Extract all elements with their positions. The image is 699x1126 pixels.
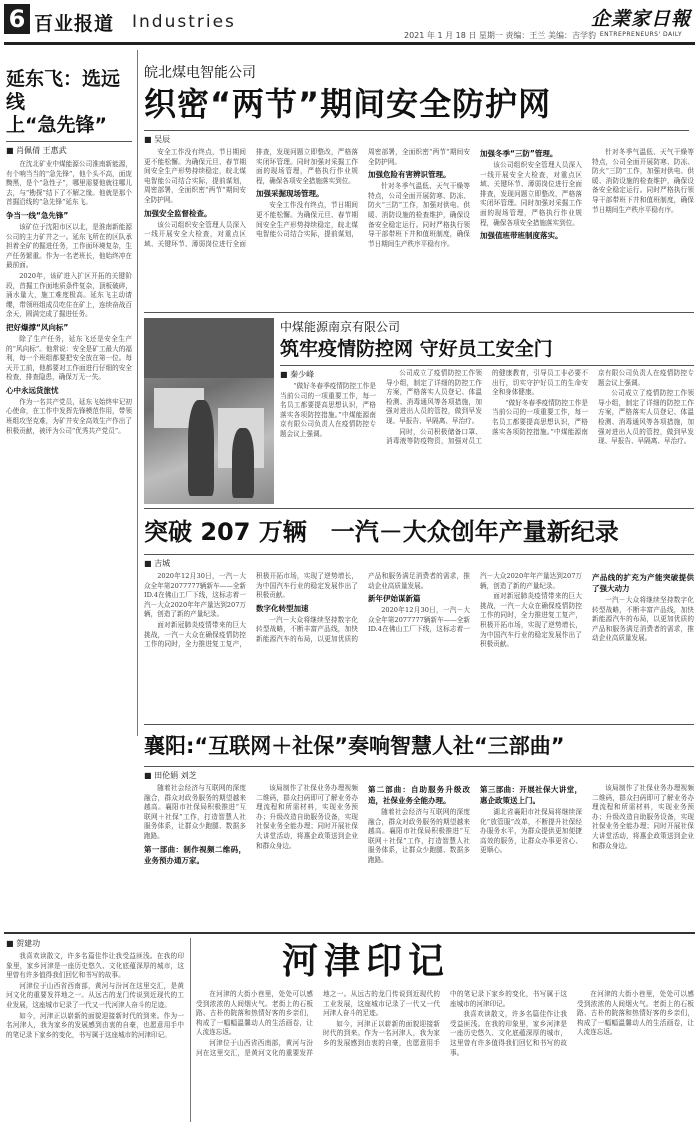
section-title-en: Industries [132, 12, 236, 32]
logo-en: ENTREPRENEURS' DAILY [599, 31, 683, 38]
article-5-paragraph: 在河津的大街小巷里，处处可以感受到浓浓的人间烟火气。老街上的石板路、古朴的院落和热情好客的乡亲们，构成了一幅幅温馨动人的生活画卷，让人流连忘返。 [196, 990, 313, 1037]
left-paragraph: 2020年，该矿进入扩区开拓的关键阶段，首掘工作面地质条件复杂，顶板破碎，涌水量大，施工难度极高。延东飞主动请缨，带领班组成员吃住在矿上，连续奋战百余天，圆满完成了掘进任务。 [6, 271, 132, 319]
article-4-subhead-3: 第三部曲：开展社保大讲堂，惠企政策送上门。 [480, 785, 582, 805]
article-1-paragraph: 该公司组织安全管理人员深入一线开展安全大检查，对重点区域、关键环节、薄弱岗位进行全面排查，发现问题立即整改，严格落实闭环管理。同时加强对采掘工作面的现场管理，严格执行作业规程，确保各项安全措施落实到位。 [480, 161, 582, 227]
article-5-paragraph: 在河津的大街小巷里，处处可以感受到浓浓的人间烟火气。老街上的石板路、古朴的院落和热情好客的乡亲们，构成了一幅幅温馨动人的生活画卷，让人流连忘返。 [577, 990, 694, 1037]
article-2 [280, 318, 694, 504]
article-4-rule [144, 766, 694, 767]
left-paragraph: 在沈北矿业中煤能源公司淮南新能源，有个响当当的“急先锋”，他个头不高，面庞黝黑，是个“急性子”，哪里需要他就往哪儿去，与“勘探”结下了不解之缘。他就是那个首掘沿线的“急先锋”延东飞。 [6, 160, 132, 207]
article-4-body [144, 784, 694, 924]
left-paragraph: 该矿位于沈阳市区以北，是淮南新能源公司的主力矿井之一。延东飞所在的区队承担着全矿的掘进任务，工作面环境复杂，生产任务繁重。作为一名老班长，他始终冲在最前面。 [6, 222, 132, 270]
article-1-rule [144, 130, 689, 131]
article-2-byline: ■ 秦少峰 [280, 370, 315, 379]
article-2-bottom-rule [144, 508, 694, 509]
article-3-paragraph: 2020年12月30日，一汽－大众全年第2077777辆新车——全新ID.4在佛山工厂下线，这标志着一汽－大众2020年年产量达到207万辆，创造了新的产量纪录。 [144, 572, 246, 619]
article-1-paragraph: 针对冬季气温低、天气干燥等特点，公司全面开展防寒、防冻、防火“三防”工作，加强对供电、供暖、消防设施的检查维护，确保设备安全稳定运行。同时严格执行领导干部带班下井和值班制度，确保节日期间生产秩序平稳有序。 [368, 182, 470, 248]
article-1-kicker: 皖北煤电智能公司 [144, 65, 256, 81]
article-5-paragraph: 河津位于山西省西南部，黄河与汾河在这里交汇，是黄河文化的重要发祥地之一。从远古的龙门传说到近现代的工业发展，这座城市记录了一代又一代河津人奋斗的足迹。 [196, 990, 440, 1057]
left-body [6, 160, 132, 758]
article-2-paragraph: 公司成立了疫情防控工作领导小组，制定了详细的防控工作方案，严格落实人员登记、体温检测、消毒通风等各项措施，加强对进出人员的管控，做到早发现、早报告、早隔离、早治疗。 [598, 389, 694, 446]
left-paragraph: 除了生产任务，延东飞还是安全生产的“风向标”。他常说：安全是矿工最大的福利，每一个班组都要把安全放在第一位。每天开工前，他都要对工作面进行仔细的安全检查，排查隐患，确保万无一失。 [6, 334, 132, 382]
article-3-paragraph: 面对新冠肺炎疫情带来的巨大挑战，一汽－大众在确保疫情防控工作的同时，全力推进复工复产，积极开拓市场，实现了逆势增长，为中国汽车行业的稳定发展作出了积极贡献。 [480, 592, 582, 649]
date-line: 2021 年 1 月 18 日 星期一 责编：王兰 美编：吉学豹 [404, 31, 596, 40]
article-1 [144, 62, 694, 312]
article-5-right [196, 938, 694, 1122]
article-1-subhead-5: 加强值班带班制度落实。 [480, 231, 563, 241]
article-5-headline: 河津印记 [282, 941, 451, 982]
left-subhead-3: 心中永远货旅忧 [6, 385, 59, 395]
article-2-paragraph: “做好冬春季疫情防控工作是当前公司的一项重要工作，每一名员工都要提高思想认识，严格落实各项防控措施。”中煤能源南京有限公司负责人在疫情防控专题会议上强调。 [280, 382, 376, 438]
left-subhead-2: 把好爆撑“风向标” [6, 322, 69, 332]
left-column-article [6, 68, 132, 736]
article-3-subhead-2: 新年伊始谋新篇 [368, 594, 421, 604]
article-2-paragraph: 同时，公司积极储备口罩、消毒液等防疫物资，加强对员工的健康教育，引导员工非必要不出行，切实守护好员工的生命安全和身体健康。 [386, 369, 588, 446]
article-2-paragraph: 公司成立了疫情防控工作领导小组，制定了详细的防控工作方案，严格落实人员登记、体温检测、消毒通风等各项措施，加强对进出人员的管控，做到早发现、早报告、早隔离、早治疗。 [386, 369, 482, 425]
epidemic-checkpoint-photo [144, 318, 274, 504]
article-3-paragraph: 面对新冠肺炎疫情带来的巨大挑战，一汽－大众在确保疫情防控工作的同时，全力推进复工复产，积极开拓市场，实现了逆势增长，为中国汽车行业的稳定发展作出了积极贡献。 [144, 572, 358, 649]
left-column-divider [137, 50, 138, 736]
article-1-subhead-3: 加强危险有害辨识管理。 [368, 170, 451, 180]
logo-cn: 企業家日報 [590, 8, 691, 30]
article-4-byline: ■ 田伦娟 刘芝 [144, 771, 197, 780]
article-4-paragraph: 随着社会经济与互联网的深度融合，群众对政务服务的期望越来越高。襄阳市社保局积极推进“互联网＋社保”工作，打造智慧人社服务体系，让群众少跑腿、数据多跑路。 [368, 808, 470, 864]
left-headline-1: 延东飞：选远线 [6, 68, 121, 113]
article-5-body-right [196, 990, 694, 1118]
article-3-rule [144, 554, 694, 555]
masthead-rule [4, 42, 695, 45]
article-1-subhead-1: 加强安全监督检查。 [144, 208, 212, 218]
article-1-byline: ■ 吴辰 [144, 135, 171, 144]
section-title: 百业报道 [34, 13, 115, 35]
article-5-body-left [6, 952, 184, 1122]
article-1-paragraph: 该公司组织安全管理人员深入一线开展安全大检查，对重点区域、关键环节、薄弱岗位进行全面排查，发现问题立即整改，严格落实闭环管理。同时加强对采掘工作面的现场管理，严格执行作业规程，确保各项安全措施落实到位。 [144, 148, 358, 248]
article-1-subhead-4: 加强冬季“三防”管理。 [480, 149, 558, 158]
article-5-paragraph: 我喜欢读散文，许多名篇佳作让我受益匪浅。在我的印象里，家乡河津是一座历史悠久、文化底蕴深厚的城市，这里曾有许多值得我们回忆和书写的故事。 [450, 1010, 567, 1057]
article-1-headline: 织密“两节”期间安全防护网 [144, 85, 552, 123]
article-3-bottom-rule [144, 724, 694, 725]
bottom-section-rule [4, 932, 695, 934]
article-3-byline: ■ 吉城 [144, 559, 171, 568]
article-1-paragraph: 安全工作没有终点，节日期间更不能松懈。为确保元旦、春节期间安全生产形势持续稳定，皖北煤电智能公司结合实际，提前谋划，周密部署，全面织密“两节”期间安全防护网。 [256, 148, 470, 239]
left-headline-rule [6, 141, 132, 142]
article-1-paragraph: 针对冬季气温低、天气干燥等特点，公司全面开展防寒、防冻、防火“三防”工作，加强对供电、供暖、消防设施的检查维护，确保设备安全稳定运行。同时严格执行领导干部带班下井和值班制度，确保节日期间生产秩序平稳有序。 [592, 148, 694, 214]
left-paragraph: 作为一名共产党员，延东飞始终牢记初心使命，在工作中发挥先锋模范作用，带领班组攻坚克难，为矿井安全高效生产作出了积极贡献，被评为公司“优秀共产党员”。 [6, 397, 132, 435]
newspaper-logo [588, 4, 694, 38]
article-3-body [144, 572, 694, 722]
article-5-paragraph: 我喜欢读散文，许多名篇佳作让我受益匪浅。在我的印象里，家乡河津是一座历史悠久、文化底蕴深厚的城市，这里曾有许多值得我们回忆和书写的故事。 [6, 952, 184, 980]
article-5-left [6, 938, 184, 1122]
article-4-headline: 襄阳:“互联网＋社保”奏响智慧人社“三部曲” [144, 734, 565, 758]
page-number-badge: 6 [4, 4, 30, 34]
article-2-rule [280, 365, 694, 366]
article-3-subhead-1: 数字化转型加速 [256, 603, 309, 613]
article-4-subhead-2: 第二部曲：自助服务升级改造，社保业务全能办理。 [368, 785, 470, 805]
article-2-body [280, 369, 694, 501]
article-2-headline: 筑牢疫情防控网 守好员工安全门 [280, 338, 553, 360]
article-4-paragraph: 湖北省襄阳市社保局将继续深化“放管服”改革，不断提升社保经办服务水平，为群众提供更加便捷高效的服务，让群众办事更省心、更顺心。 [480, 808, 582, 855]
article-5-paragraph: 河津位于山西省西南部，黄河与汾河在这里交汇，是黄河文化的重要发祥地之一。从远古的龙门传说到近现代的工业发展，这座城市记录了一代又一代河津人奋斗的足迹。 [6, 981, 184, 1009]
left-subhead-1: 争当一线“急先锋” [6, 210, 69, 220]
article-3-paragraph: 一汽－大众将继续坚持数字化转型战略，不断丰富产品线，加快新能源汽车的布局，以更加优质的产品和服务满足消费者的需求，推动企业高质量发展。 [592, 596, 694, 643]
article-4-subhead-1: 第一部曲：制作视频二维码，业务预办通万家。 [144, 844, 246, 865]
article-5-byline: ■ 贺建功 [6, 939, 41, 948]
article-4 [144, 728, 694, 928]
article-4-paragraph: 随着社会经济与互联网的深度融合，群众对政务服务的期望越来越高。襄阳市社保局积极推进“互联网＋社保”工作，打造智慧人社服务体系，让群众少跑腿、数据多跑路。 [144, 784, 246, 840]
article-2-paragraph: “做好冬春季疫情防控工作是当前公司的一项重要工作，每一名员工都要提高思想认识，严格落实各项防控措施。”中煤能源南京有限公司负责人在疫情防控专题会议上强调。 [492, 369, 694, 436]
article-2-kicker: 中煤能源南京有限公司 [280, 320, 401, 334]
article-3-headline: 突破 207 万辆 一汽－大众创年产量新纪录 [144, 518, 619, 546]
article-5-paragraph: 如今，河津正以崭新的面貌迎接新时代的到来。作为一名河津人，我为家乡的发展感到由衷的自豪，也愿意用手中的笔记录下家乡的变化，书写属于这座城市的河津印记。 [6, 1011, 184, 1039]
article-3-paragraph: 一汽－大众将继续坚持数字化转型战略，不断丰富产品线，加快新能源汽车的布局，以更加优质的产品和服务满足消费者的需求，推动企业高质量发展。 [256, 572, 470, 643]
article-5-paragraph: 如今，河津正以崭新的面貌迎接新时代的到来。作为一名河津人，我为家乡的发展感到由衷的自豪，也愿意用手中的笔记录下家乡的变化，书写属于这座城市的河津印记。 [323, 990, 567, 1047]
article-1-body [144, 148, 694, 318]
article-1-bottom-rule [144, 312, 694, 313]
article-3-subhead-3: 产品线的扩充为产能突破提供了强大动力 [592, 573, 694, 593]
left-byline: ■ 肖佩倩 王惠武 [6, 146, 67, 155]
left-headline-2: 上“急先锋” [6, 114, 107, 136]
article-4-paragraph: 该局制作了社保业务办理视频二维码，群众扫码即可了解业务办理流程和所需材料，实现业务预办；升级改造自助服务设备，实现社保业务全能办理；同时开展社保大讲堂活动，将惠企政策送到企业和群众身边。 [256, 784, 358, 850]
article-4-paragraph: 该局制作了社保业务办理视频二维码，群众扫码即可了解业务办理流程和所需材料，实现业务预办；升级改造自助服务设备，实现社保业务全能办理；同时开展社保大讲堂活动，将惠企政策送到企业和群众身边。 [592, 784, 694, 850]
article-1-subhead-2: 加强采掘现场管理。 [256, 189, 324, 199]
article-1-paragraph: 安全工作没有终点，节日期间更不能松懈。为确保元旦、春节期间安全生产形势持续稳定，皖北煤电智能公司结合实际，提前谋划，周密部署，全面织密“两节”期间安全防护网。 [144, 148, 246, 204]
article-3-paragraph: 2020年12月30日，一汽－大众全年第2077777辆新车——全新ID.4在佛山工厂下线，这标志着一汽－大众2020年年产量达到207万辆，创造了新的产量纪录。 [368, 572, 582, 634]
article-5-divider [190, 938, 191, 1122]
article-3 [144, 512, 694, 724]
